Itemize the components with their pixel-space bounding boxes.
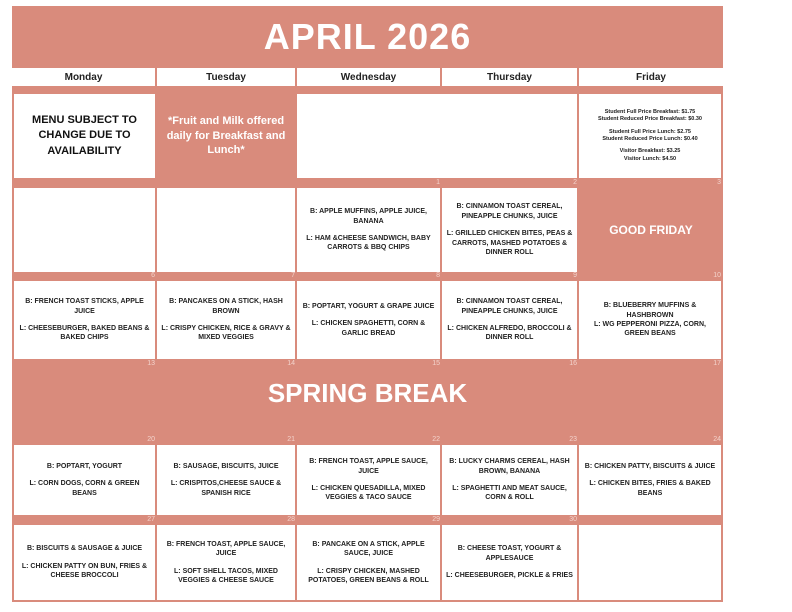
- day-number: 9: [573, 272, 577, 279]
- day-number: 29: [432, 516, 440, 523]
- menu-day-23: B: LUCKY CHARMS CEREAL, HASH BROWN, BANANA L: SPAGHETTI AND MEAT SAUCE, CORN & ROLL: [442, 445, 577, 515]
- day-header-tuesday: Tuesday: [157, 68, 295, 86]
- day-number: 15: [432, 360, 440, 367]
- menu-day-7: B: PANCAKES ON A STICK, HASH BROWN L: CRISPY CHICKEN, RICE & GRAVY & MIXED VEGGIES: [157, 281, 295, 359]
- day-number: 14: [287, 360, 295, 367]
- day-number: 23: [569, 436, 577, 443]
- fruit-milk-note: *Fruit and Milk offered daily for Breakfast and Lunch*: [157, 94, 295, 178]
- menu-day-10: B: BLUEBERRY MUFFINS & HASHBROWN L: WG PEPPERONI PIZZA, CORN, GREEN BEANS: [579, 281, 721, 359]
- menu-day-20: B: POPTART, YOGURT L: CORN DOGS, CORN & GREEN BEANS: [14, 445, 155, 515]
- menu-day-29: B: PANCAKE ON A STICK, APPLE SAUCE, JUICE L: CRISPY CHICKEN, MASHED POTATOES, GREEN BEANS & ROLL: [297, 525, 440, 600]
- day-header-monday: Monday: [12, 68, 155, 86]
- day-header-thursday: Thursday: [442, 68, 577, 86]
- menu-day-27: B: BISCUITS & SAUSAGE & JUICE L: CHICKEN PATTY ON BUN, FRIES & CHEESE BROCCOLI: [14, 525, 155, 600]
- price-list: Student Full Price Breakfast: $1.75 Student Reduced Price Breakfast: $0.30 Student Full Price Lunch: $2.75 Student Reduced Price Lunch: $0.40 Visitor Breakfast: $3.25 Visitor Lunch: $4.50: [579, 94, 721, 178]
- day-number: 27: [147, 516, 155, 523]
- good-friday-label: GOOD FRIDAY: [609, 222, 693, 237]
- day-number: 6: [151, 272, 155, 279]
- menu-day-24: B: CHICKEN PATTY, BISCUITS & JUICE L: CHICKEN BITES, FRIES & BAKED BEANS: [579, 445, 721, 515]
- menu-day-8: B: POPTART, YOGURT & GRAPE JUICE L: CHICKEN SPAGHETTI, CORN & GARLIC BREAD: [297, 281, 440, 359]
- empty-cell: [297, 94, 577, 178]
- menu-day-28: B: FRENCH TOAST, APPLE SAUCE, JUICE L: SOFT SHELL TACOS, MIXED VEGGIES & CHEESE SAUCE: [157, 525, 295, 600]
- good-friday-cell: [579, 188, 723, 272]
- day-number: 10: [713, 272, 721, 279]
- menu-day-30: B: CHEESE TOAST, YOGURT & APPLESAUCE L: CHEESEBURGER, PICKLE & FRIES: [442, 525, 577, 600]
- day-number: 17: [713, 360, 721, 367]
- day-number: 1: [436, 179, 440, 186]
- day-number: 2: [573, 179, 577, 186]
- empty-cell: [157, 188, 295, 272]
- day-number: 3: [717, 179, 721, 186]
- calendar: [12, 6, 723, 602]
- day-header-friday: Friday: [579, 68, 723, 86]
- spring-break-banner: SPRING BREAK: [267, 377, 468, 408]
- menu-subject-note: MENU SUBJECT TO CHANGE DUE TO AVAILABILITY: [14, 94, 155, 178]
- day-number: 24: [713, 436, 721, 443]
- empty-cell: [14, 188, 155, 272]
- day-number: 20: [147, 436, 155, 443]
- day-number: 7: [291, 272, 295, 279]
- day-number: 22: [432, 436, 440, 443]
- menu-day-22: B: FRENCH TOAST, APPLE SAUCE, JUICE L: CHICKEN QUESADILLA, MIXED VEGGIES & TACO SAUCE: [297, 445, 440, 515]
- day-header-wednesday: Wednesday: [297, 68, 440, 86]
- menu-day-6: B: FRENCH TOAST STICKS, APPLE JUICE L: CHEESEBURGER, BAKED BEANS & BAKED CHIPS: [14, 281, 155, 359]
- menu-day-1: B: APPLE MUFFINS, APPLE JUICE, BANANA L: HAM &CHEESE SANDWICH, BABY CARROTS & BBQ CHIPS: [297, 188, 440, 272]
- day-number: 13: [147, 360, 155, 367]
- menu-day-2: B: CINNAMON TOAST CEREAL, PINEAPPLE CHUNKS, JUICE L: GRILLED CHICKEN BITES, PEAS & CARROTS, MASHED POTATOES & DINNER ROLL: [442, 188, 577, 272]
- menu-day-9: B: CINNAMON TOAST CEREAL, PINEAPPLE CHUNKS, JUICE L: CHICKEN ALFREDO, BROCCOLI & DINNER ROLL: [442, 281, 577, 359]
- day-number: 21: [287, 436, 295, 443]
- day-number: 8: [436, 272, 440, 279]
- day-number: 16: [569, 360, 577, 367]
- empty-cell: [579, 525, 721, 600]
- calendar-title: APRIL 2026: [263, 16, 472, 57]
- menu-day-21: B: SAUSAGE, BISCUITS, JUICE L: CRISPITOS,CHEESE SAUCE & SPANISH RICE: [157, 445, 295, 515]
- day-number: 28: [287, 516, 295, 523]
- day-number: 30: [569, 516, 577, 523]
